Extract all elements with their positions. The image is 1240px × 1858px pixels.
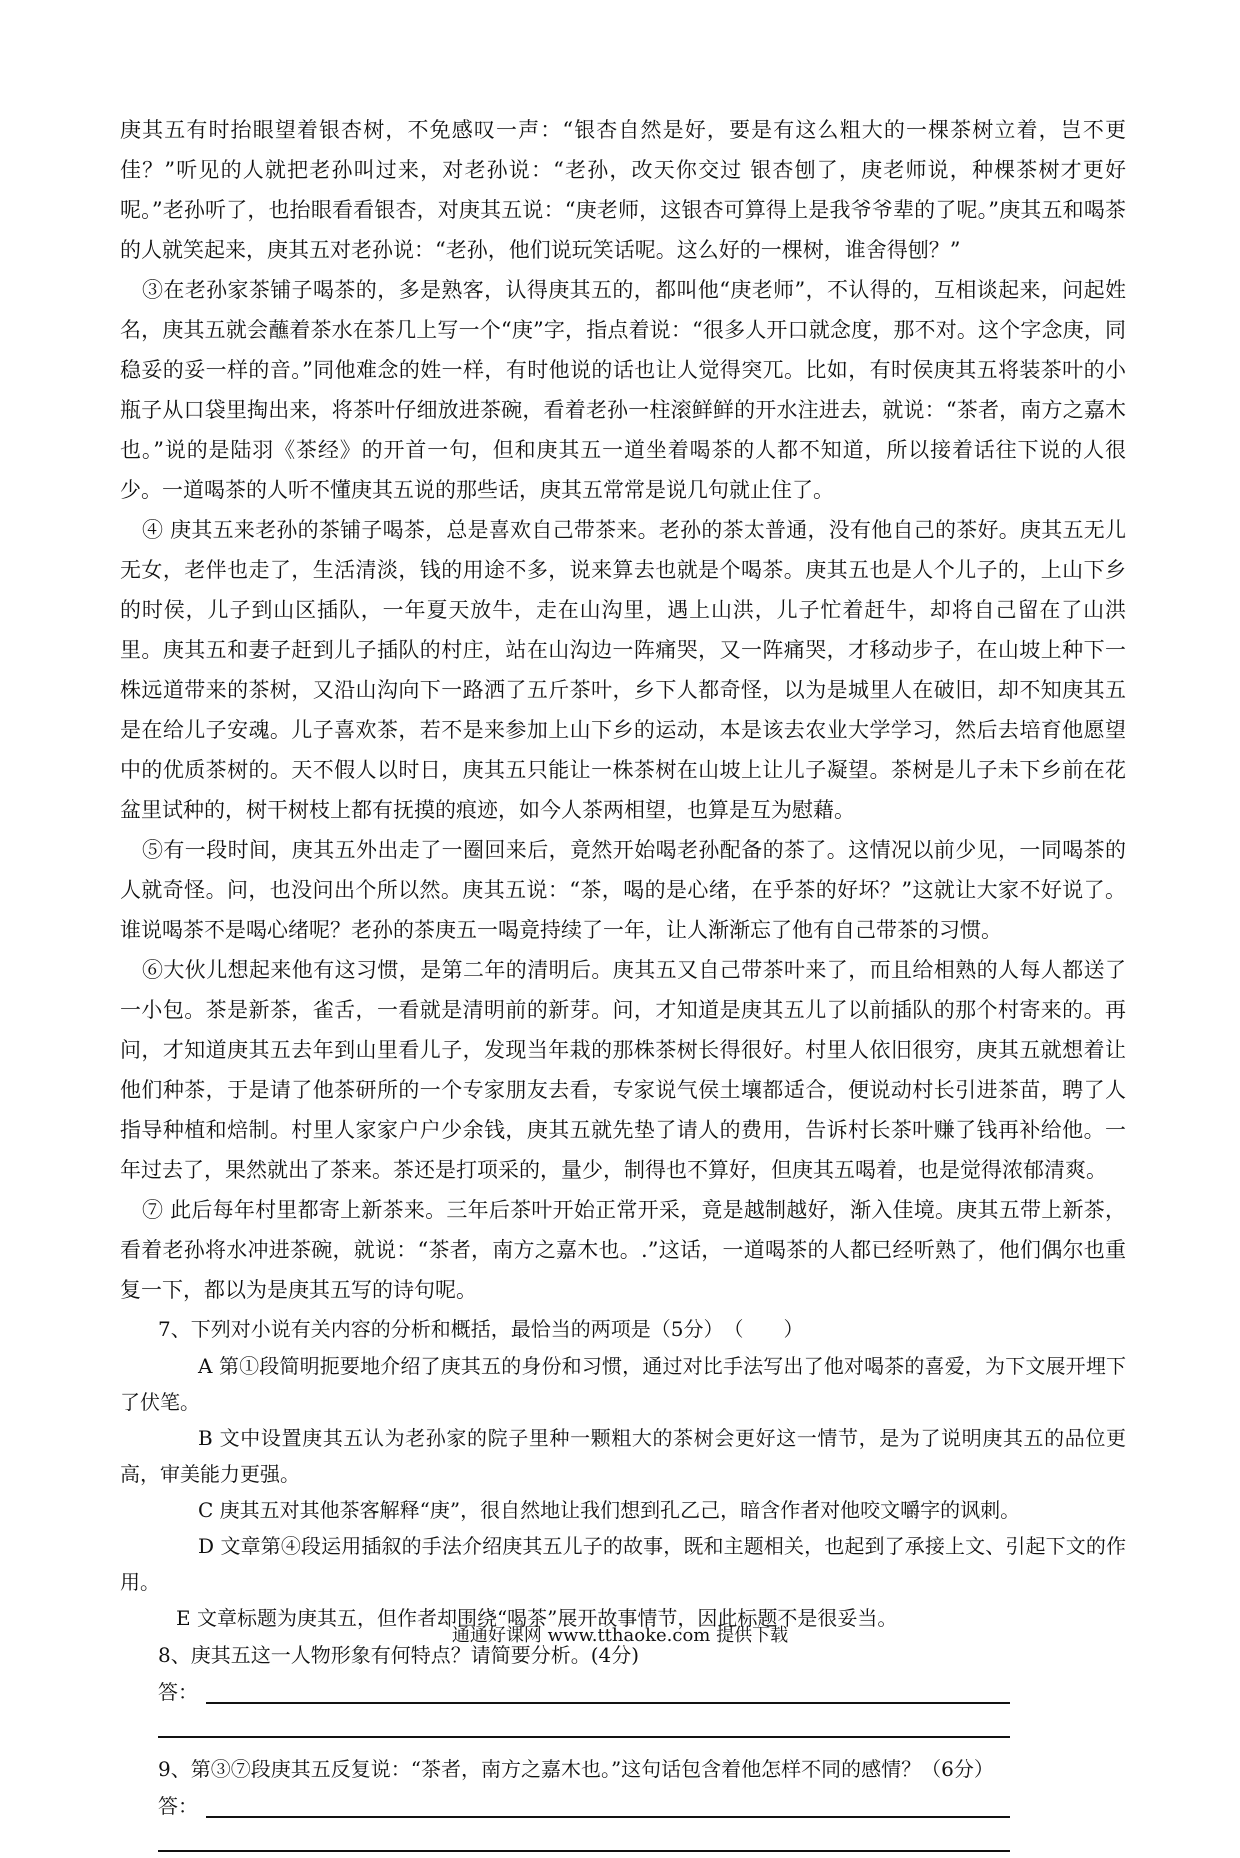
question-7-option-d: D 文章第④段运用插叙的手法介绍庚其五儿子的故事，既和主题相关，也起到了承接上文、引起下文的作用。 [120,1534,1126,1594]
question-9-blank-line[interactable] [158,1824,1126,1858]
passage-paragraph-6: ⑥大伙儿想起来他有这习惯，是第二年的清明后。庚其五又自己带茶叶来了，而且给相熟的人每人都送了一小包。茶是新茶，雀舌，一看就是清明前的新芽。问，才知道是庚其五儿了以前插队的那个村寄来的。再问，才知道庚其五去年到山里看儿子，发现当年栽的那株茶树长得很好。村里人依旧很穷，庚其五就想着让他们种茶，于是请了他茶研所的一个专家朋友去看，专家说气侯土壤都适合，便说动村长引进茶苗，聘了人指导种植和焙制。村里人家家户户少余钱，庚其五就先垫了请人的费用，告诉村长茶叶赚了钱再补给他。一年过去了，果然就出了茶来。茶还是打项采的，量少，制得也不算好，但庚其五喝着，也是觉得浓郁清爽。 [120,958,1126,1182]
answer-rule [206,1702,1010,1704]
passage-paragraph-3: ③在老孙家茶铺子喝茶的，多是熟客，认得庚其五的，都叫他“庚老师”，不认得的，互相谈起来，问起姓名，庚其五就会蘸着茶水在茶几上写一个“庚”字，指点着说：“很多人开口就念度，那不对。这个字念庚，同稳妥的妥一样的音。”同他难念的姓一样，有时他说的话也让人觉得突兀。比如，有时侯庚其五将装茶叶的小瓶子从口袋里掏出来，将茶叶仔细放进茶碗，看着老孙一柱滚鲜鲜的开水注进去，就说：“茶者，南方之嘉木也。”说的是陆羽《茶经》的开首一句，但和庚其五一道坐着喝茶的人都不知道，所以接着话往下说的人很少。一道喝茶的人听不懂庚其五说的那些话，庚其五常常是说几句就止住了。 [120,278,1126,502]
question-7-option-a: A 第①段简明扼要地介绍了庚其五的身份和习惯，通过对比手法写出了他对喝茶的喜爱，为下文展开埋下了伏笔。 [120,1354,1126,1414]
question-7 [120,1310,1126,1636]
question-8-blank-line[interactable] [158,1710,1126,1744]
answer-rule [158,1736,1010,1738]
answer-label: 答： [158,1794,198,1818]
question-8-stem: 8、庚其五这一人物形象有何特点？请简要分析。(4分) [158,1643,640,1667]
passage-paragraph-4: ④ 庚其五来老孙的茶铺子喝茶，总是喜欢自己带茶来。老孙的茶太普通，没有他自己的茶好。庚其五无儿无女，老伴也走了，生活清淡，钱的用途不多，说来算去也就是个喝茶。庚其五也是人个儿子的，上山下乡的时侯，儿子到山区插队，一年夏天放牛，走在山沟里，遇上山洪，儿子忙着赶牛，却将自己留在了山洪里。庚其五和妻子赶到儿子插队的村庄，站在山沟边一阵痛哭，又一阵痛哭，才移动步子，在山坡上种下一株远道带来的茶树，又沿山沟向下一路洒了五斤茶叶，乡下人都奇怪，以为是城里人在破旧，却不知庚其五是在给儿子安魂。儿子喜欢茶，若不是来参加上山下乡的运动，本是该去农业大学学习，然后去培育他愿望中的优质茶树的。天不假人以时日，庚其五只能让一株茶树在山坡上让儿子凝望。茶树是儿子未下乡前在花盆里试种的，树干树枝上都有抚摸的痕迹，如今人茶两相望，也算是互为慰藉。 [120,518,1126,822]
question-7-option-e: E 文章标题为庚其五，但作者却围绕“喝茶”展开故事情节，因此标题不是很妥当。 [176,1606,898,1630]
passage-paragraph-1: 庚其五有时抬眼望着银杏树，不免感叹一声：“银杏自然是好，要是有这么粗大的一棵茶树立着，岂不更佳？”听见的人就把老孙叫过来，对老孙说：“老孙，改天你交过 银杏刨了，庚老师说，种棵茶树才更好呢。”老孙听了，也抬眼看看银杏，对庚其五说：“庚老师，这银杏可算得上是我爷爷辈的了呢。”庚其五和喝茶的人就笑起来，庚其五对老孙说：“老孙，他们说玩笑话呢。这么好的一棵树，谁舍得刨？” [120,118,1126,262]
question-7-option-b: B 文中设置庚其五认为老孙家的院子里种一颗粗大的茶树会更好这一情节，是为了说明庚其五的品位更高，审美能力更强。 [120,1426,1126,1486]
question-7-option-c: C 庚其五对其他茶客解释“庚”，很自然地让我们想到孔乙己，暗含作者对他咬文嚼字的讽刺。 [198,1498,1021,1522]
question-7-stem: 7、下列对小说有关内容的分析和概括，最恰当的两项是（5分） （ ） [158,1317,804,1341]
answer-rule [206,1816,1010,1818]
question-9 [120,1750,1126,1858]
answer-label: 答： [158,1680,198,1704]
answer-rule [158,1850,1010,1852]
question-8-answer-line[interactable] [158,1674,1126,1710]
passage-paragraph-7: ⑦ 此后每年村里都寄上新茶来。三年后茶叶开始正常开采，竟是越制越好，渐入佳境。庚其五带上新茶，看着老孙将水冲进茶碗，就说：“茶者，南方之嘉木也。.”这话，一道喝茶的人都已经听熟了，他们偶尔也重复一下，都以为是庚其五写的诗句呢。 [120,1198,1126,1302]
passage-paragraph-5: ⑤有一段时间，庚其五外出走了一圈回来后，竟然开始喝老孙配备的茶了。这情况以前少见，一同喝茶的人就奇怪。问，也没问出个所以然。庚其五说：“茶，喝的是心绪，在乎茶的好坏？”这就让大家不好说了。谁说喝茶不是喝心绪呢？老孙的茶庚五一喝竟持续了一年，让人渐渐忘了他有自己带茶的习惯。 [120,838,1126,942]
question-9-answer-line[interactable] [158,1788,1126,1824]
question-9-stem: 9、第③⑦段庚其五反复说：“茶者，南方之嘉木也。”这句话包含着他怎样不同的感情？（6分） [158,1757,994,1781]
question-8 [120,1636,1126,1744]
page-footer: 通通好课网 www.tthaoke.com 提供下载 [451,1625,789,1646]
